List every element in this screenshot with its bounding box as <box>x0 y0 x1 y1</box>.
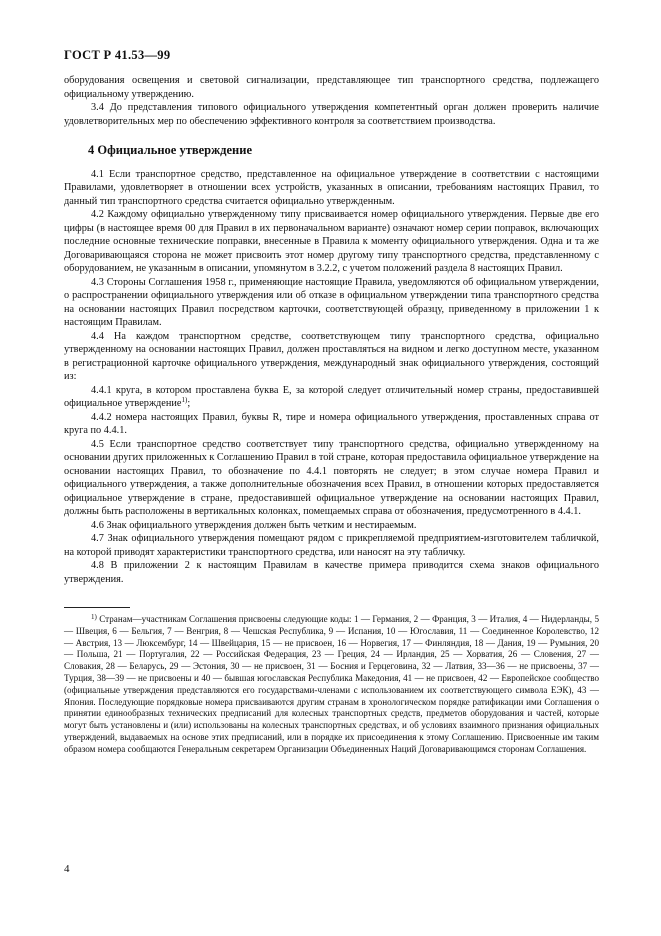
section-4-title: 4 Официальное утверждение <box>88 143 252 157</box>
page-number: 4 <box>64 863 70 875</box>
paragraph-4-7: 4.7 Знак официального утверждения помещают рядом с прикрепляемой предприятием-изготовителем табличкой, на которой приводят характеристики транспортного средства, или наносят на эту табличку. <box>64 533 599 558</box>
footnote-divider <box>64 607 130 608</box>
paragraph-4-4-2: 4.4.2 номера настоящих Правил, буквы R, тире и номера официального утверждения, проставленных справа от круга по 4.4.1. <box>64 411 599 436</box>
paragraph-4-4: 4.4 На каждом транспортном средстве, соответствующем типу транспортного средства, официально утвержденному на основании настоящих Правил, должен проставляться на видном и легко доступном месте, указанном в регистрационной карточке официального утверждения, международный знак официального утверждения, состоящий из: <box>64 330 599 382</box>
footnote <box>64 612 599 756</box>
paragraph-4-6: 4.6 Знак официального утверждения должен быть четким и нестираемым. <box>91 519 417 531</box>
paragraph-4-2: 4.2 Каждому официально утвержденному типу присваивается номер официального утверждения. Первые две его цифры (в настоящее время 00 для Правил в их первоначальном варианте) означают номер серии поправок, включающих последние основные технические поправки, внесенные в Правила к моменту официального утверждения. Одна и та же Договаривающаяся сторона не может присвоить этот номер другому типу транспортного средства, представленному с оборудованием, не указанным в описании, упомянутом в 3.2.2, с учетом положений раздела 8 настоящих Правил. <box>64 209 599 274</box>
document-body <box>64 74 599 756</box>
paragraph-4-4-1-end: ; <box>187 398 191 409</box>
paragraph-4-3: 4.3 Стороны Соглашения 1958 г., применяющие настоящие Правила, уведомляются об официальном утверждении, о распространении официального утверждения или об отказе в официальном утверждении типа транспортного средства на основании настоящих Правил посредством карточки, соответствующей образцу, приведенному в приложении 1 к настоящим Правилам. <box>64 276 599 328</box>
paragraph-4-1: 4.1 Если транспортное средство, представленное на официальное утверждение в соответствии с настоящими Правилами, удовлетворяет в отношении всех устройств, указанных в описании, требованиям настоящих Правил, то данный тип транспортного средства считается официально утвержденным. <box>64 168 599 207</box>
footnote-mark: 1) <box>91 613 97 621</box>
document-code-header: ГОСТ Р 41.53—99 <box>64 48 171 62</box>
paragraph-4-4-1 <box>64 384 599 411</box>
paragraph-3-4: 3.4 До представления типового официального утверждения компетентный орган должен проверить наличие удовлетворительных мер по обеспечению эффективного контроля за соответствием производства. <box>64 102 599 127</box>
paragraph-continuation: оборудования освещения и световой сигнализации, представляющее тип транспортного средства, подлежащего официальному утверждению. <box>64 75 599 100</box>
footnote-reference[interactable]: 1) <box>181 396 188 404</box>
paragraph-4-5: 4.5 Если транспортное средство соответствует типу транспортного средства, официально утвержденному на основании других приложенных к Соглашению Правил в той стране, которая предоставила официальное утверждение на основании настоящих Правил, то обозначение по 4.4.1 повторять не следует; в этом случае номера Правил и официального утверждения, а также дополнительные обозначения всех Правил, в отношении которых предоставляется официальное утверждение в стране, предоставившей официальное утверждение на основании настоящих Правил, должны быть расположены в вертикальных колонках, помещаемых справа от обозначения, предусмотренного в 4.4.1. <box>64 438 599 517</box>
paragraph-4-8: 4.8 В приложении 2 к настоящим Правилам в качестве примера приводится схема знаков официального утверждения. <box>64 560 599 585</box>
paragraph-4-4-1-text: 4.4.1 круга, в котором проставлена буква Е, за которой следует отличительный номер страны, предоставившей официальное утверждение <box>64 384 599 409</box>
footnote-text: Странам—участникам Соглашения присвоены следующие коды: 1 — Германия, 2 — Франция, 3 — Италия, 4 — Нидерланды, 5 — Швеция, 6 — Бельгия, 7 — Венгрия, 8 — Чешская Республика, 9 — Испания, 10 — Югославия, 11 — Соединенное Королевство, 12 — Австрия, 13 — Люксембург, 14 — Швейцария, 15 — не присвоен, 16 — Норвегия, 17 — Финляндия, 18 — Дания, 19 — Румыния, 20 — Польша, 21 — Португалия, 22 — Российская Федерация, 23 — Греция, 24 — Ирландия, 25 — Хорватия, 26 — Словения, 27 — Словакия, 28 — Беларусь, 29 — Эстония, 30 — не присвоен, 31 — Босния и Герцеговина, 32 — Латвия, 33—36 — не присвоены, 37 — Турция, 38—39 — не присвоены и 40 — бывшая югославская Республика Македония, 41 — не присвоен, 42 — Европейское сообщество (официальные утверждения представляются его государствами-членами с использованием их соответствующего символа ЕЭК), 43 — Япония. Последующие порядковые номера присваиваются другим странам в хронологическом порядке ратификации ими Соглашения о принятии единообразных технических предписаний для колесных транспортных средств, предметов оборудования и частей, которые могут быть установлены и (или) использованы на колесных транспортных средствах, и об условиях взаимного признания официальных утверждений, выдаваемых на основе этих предписаний, или в порядке их присоединения к этому Соглашению. Присвоенные им таким образом номера сообщаются Генеральным секретарем Организации Объединенных Наций Договаривающимся сторонам Соглашения. <box>64 614 599 754</box>
